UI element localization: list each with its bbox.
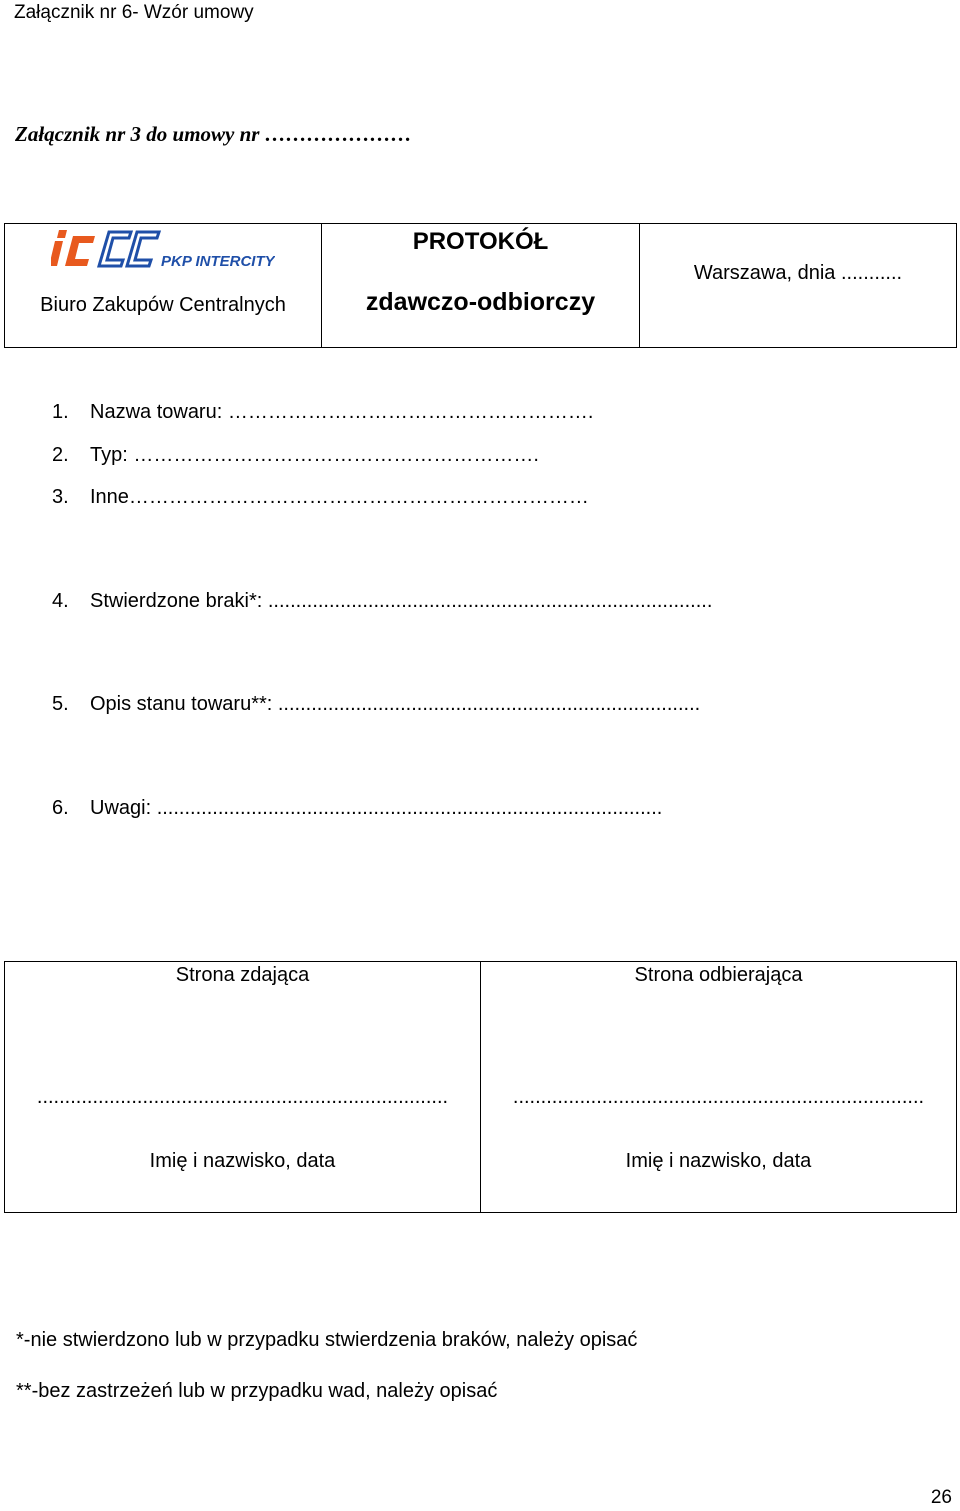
signature-line: ..........................................................................: [512, 1086, 925, 1108]
place-date-field: Warszawa, dnia ...........: [693, 262, 903, 284]
list-item-number: 6.: [52, 797, 69, 819]
list-item-text: Stwierdzone braki*: ................................................................................: [90, 590, 713, 612]
signature-line: ..........................................................................: [36, 1086, 449, 1108]
list-item-name: [52, 401, 593, 424]
list-item-remarks: [52, 797, 662, 820]
list-item-number: 4.: [52, 590, 69, 612]
protocol-subtitle: zdawczo-odbiorczy: [365, 288, 596, 316]
document-header-note: Załącznik nr 6- Wzór umowy: [14, 2, 254, 23]
list-item-condition: [52, 693, 700, 716]
header-table: [4, 223, 957, 348]
list-item-text: Opis stanu towaru**: ............................................................................: [90, 693, 701, 715]
header-cell-company: [5, 224, 322, 347]
annex-title: Załącznik nr 3 do umowy nr …………………: [15, 122, 412, 146]
signature-party-title: Strona odbierająca: [634, 964, 803, 986]
header-cell-title: [322, 224, 640, 347]
list-item-number: 2.: [52, 444, 69, 466]
list-item-text: Typ: …………………………………………………….: [90, 444, 539, 466]
signature-table: [4, 961, 957, 1213]
list-item-text: Inne……………………………………………………………: [90, 486, 589, 508]
list-item-number: 3.: [52, 486, 69, 508]
list-item-shortages: [52, 590, 712, 613]
list-item-other: [52, 486, 589, 509]
signature-cell-handing-over: [5, 962, 481, 1212]
header-cell-date: [640, 224, 956, 347]
signature-label: Imię i nazwisko, data: [625, 1150, 812, 1172]
list-item-text: Nazwa towaru: ……………………………………………….: [90, 401, 594, 423]
signature-cell-receiving: [481, 962, 956, 1212]
page-number: 26: [930, 1487, 952, 1508]
signature-label: Imię i nazwisko, data: [149, 1150, 336, 1172]
pkp-intercity-logo: [51, 226, 275, 270]
list-item-number: 5.: [52, 693, 69, 715]
footnote-double-asterisk: **-bez zastrzeżeń lub w przypadku wad, należy opisać: [16, 1380, 498, 1402]
signature-party-title: Strona zdająca: [175, 964, 310, 986]
department-name: Biuro Zakupów Centralnych: [40, 294, 286, 316]
list-item-text: Uwagi: ...........................................................................................: [90, 797, 663, 819]
list-item-type: [52, 444, 539, 467]
list-item-number: 1.: [52, 401, 69, 423]
logo-brand-text: PKP INTERCITY: [161, 253, 275, 270]
footnote-single-asterisk: *-nie stwierdzono lub w przypadku stwierdzenia braków, należy opisać: [16, 1329, 638, 1351]
protocol-title: PROTOKÓŁ: [412, 228, 549, 255]
